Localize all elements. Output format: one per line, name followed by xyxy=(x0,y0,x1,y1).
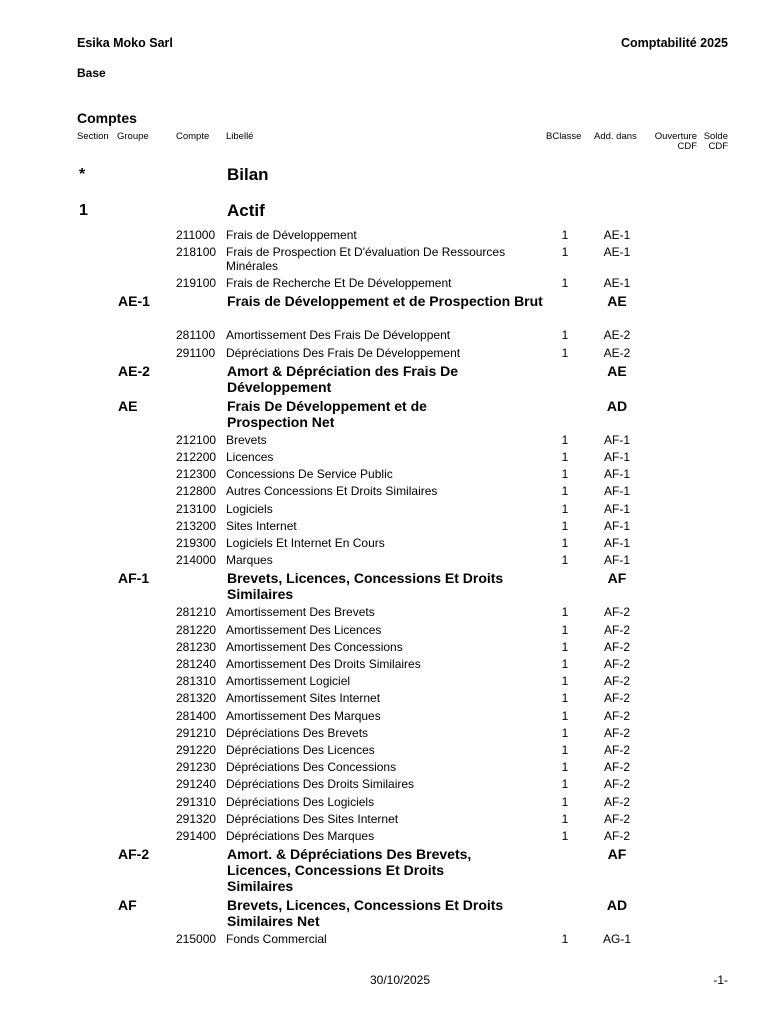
column-header-bclasse: BClasse xyxy=(546,131,582,142)
account-bclasse: 1 xyxy=(561,639,569,654)
group-target: AF xyxy=(607,570,627,587)
account-bclasse: 1 xyxy=(561,622,569,637)
account-number: 281240 xyxy=(176,657,217,671)
account-label: Brevets xyxy=(226,432,267,447)
account-number: 281100 xyxy=(176,328,216,343)
account-add-dans: AF-2 xyxy=(603,811,630,826)
account-number: 281230 xyxy=(176,639,217,654)
account-add-dans: AF-2 xyxy=(603,794,630,809)
account-number: 291230 xyxy=(176,760,217,775)
account-number: 214000 xyxy=(176,553,217,568)
account-label: Concessions De Service Public xyxy=(226,467,393,482)
column-header-solde-line1: Solde xyxy=(703,131,728,142)
section-heading: Comptes xyxy=(77,110,137,126)
account-add-dans: AF-1 xyxy=(603,553,630,568)
account-bclasse: 1 xyxy=(561,932,569,947)
account-number: 212100 xyxy=(176,432,217,447)
account-label: Amortissement Des Licences xyxy=(226,622,382,637)
column-header-section: Section xyxy=(77,131,109,142)
account-number: 291310 xyxy=(176,794,217,809)
account-add-dans: AF-1 xyxy=(603,432,630,447)
account-label: Dépréciations Des Logiciels xyxy=(226,794,375,809)
base-label: Base xyxy=(77,66,106,80)
account-number: 291210 xyxy=(176,725,217,740)
account-number: 281320 xyxy=(176,691,217,706)
account-number: 291240 xyxy=(176,777,217,792)
account-bclasse: 1 xyxy=(561,450,569,464)
account-bclasse: 1 xyxy=(561,760,569,775)
column-header-libelle: Libellé xyxy=(226,131,254,142)
account-bclasse: 1 xyxy=(561,674,569,689)
account-label: Dépréciations Des Droits Similaires xyxy=(226,777,415,792)
account-bclasse: 1 xyxy=(561,777,569,792)
account-label: Amortissement Des Concessions xyxy=(226,639,403,654)
account-add-dans: AG-1 xyxy=(602,932,631,947)
account-number: 215000 xyxy=(176,932,217,947)
account-label: Frais de Prospection Et D'évaluation De Ressources Minérales xyxy=(226,245,506,274)
account-label: Dépréciations Des Brevets xyxy=(226,725,369,740)
page-number: -1- xyxy=(713,973,728,987)
account-number: 281220 xyxy=(176,622,217,637)
level-code: * xyxy=(79,166,86,183)
account-label: Amortissement Des Marques xyxy=(226,708,381,723)
account-label: Logiciels xyxy=(226,501,273,516)
account-label: Dépréciations Des Marques xyxy=(226,829,375,843)
group-code: AF xyxy=(118,897,137,914)
account-bclasse: 1 xyxy=(561,794,569,809)
group-title: Amort. & Dépréciations Des Brevets, Licences, Concessions Et Droits Similaires xyxy=(227,846,472,895)
account-bclasse: 1 xyxy=(561,536,569,550)
account-add-dans: AF-2 xyxy=(603,691,630,706)
account-add-dans: AF-1 xyxy=(603,450,630,464)
group-code: AF-1 xyxy=(118,570,150,587)
account-label: Amortissement Des Brevets xyxy=(226,605,375,620)
group-code: AE xyxy=(118,397,138,414)
account-bclasse: 1 xyxy=(561,725,569,740)
group-title: Brevets, Licences, Concessions Et Droits Similaires xyxy=(227,570,504,603)
footer-date: 30/10/2025 xyxy=(369,973,431,987)
account-bclasse: 1 xyxy=(561,484,569,499)
account-bclasse: 1 xyxy=(561,829,569,843)
account-number: 213100 xyxy=(176,501,217,516)
account-add-dans: AF-2 xyxy=(603,743,630,757)
account-add-dans: AF-2 xyxy=(603,674,630,689)
column-header-solde-line2: CDF xyxy=(708,141,728,152)
account-add-dans: AF-1 xyxy=(603,501,630,516)
account-add-dans: AE-1 xyxy=(603,228,631,242)
account-bclasse: 1 xyxy=(561,708,569,723)
account-label: Dépréciations Des Frais De Développement xyxy=(226,345,461,360)
account-add-dans: AE-1 xyxy=(603,245,631,260)
account-bclasse: 1 xyxy=(561,467,569,482)
account-number: 213200 xyxy=(176,518,217,533)
account-bclasse: 1 xyxy=(561,345,569,360)
account-number: 212300 xyxy=(176,467,217,482)
account-add-dans: AF-2 xyxy=(603,725,630,740)
level-title: Actif xyxy=(227,201,265,220)
account-bclasse: 1 xyxy=(561,432,569,447)
account-bclasse: 1 xyxy=(561,501,569,516)
account-add-dans: AF-1 xyxy=(603,536,630,550)
account-label: Fonds Commercial xyxy=(226,932,327,947)
account-bclasse: 1 xyxy=(561,743,569,757)
account-add-dans: AF-2 xyxy=(603,829,630,843)
group-title: Frais De Développement et de Prospection Net xyxy=(227,397,427,430)
account-bclasse: 1 xyxy=(561,276,569,291)
account-bclasse: 1 xyxy=(561,518,569,533)
account-number: 291220 xyxy=(176,743,217,757)
group-target: AE xyxy=(607,293,627,310)
account-bclasse: 1 xyxy=(561,553,569,568)
account-number: 211000 xyxy=(176,228,216,242)
account-add-dans: AF-2 xyxy=(603,605,630,620)
account-number: 281210 xyxy=(176,605,217,620)
account-number: 291100 xyxy=(176,345,216,360)
level-title: Bilan xyxy=(227,165,269,184)
account-number: 212800 xyxy=(176,484,217,499)
account-add-dans: AF-2 xyxy=(603,777,630,792)
account-number: 218100 xyxy=(176,245,217,260)
group-title: Frais de Développement et de Prospection Brut xyxy=(227,293,543,310)
account-label: Amortissement Sites Internet xyxy=(226,691,381,706)
account-label: Logiciels Et Internet En Cours xyxy=(226,536,385,550)
account-number: 212200 xyxy=(176,450,217,464)
account-bclasse: 1 xyxy=(561,811,569,826)
group-code: AE-2 xyxy=(118,362,150,379)
column-header-ouverture-line2: CDF xyxy=(677,141,697,152)
group-target: AD xyxy=(606,397,628,414)
account-label: Licences xyxy=(226,450,274,464)
account-label: Dépréciations Des Concessions xyxy=(226,760,397,775)
account-number: 281400 xyxy=(176,708,217,723)
group-code: AE-1 xyxy=(118,293,150,310)
account-label: Dépréciations Des Sites Internet xyxy=(226,811,399,826)
group-target: AF xyxy=(607,846,627,863)
account-add-dans: AF-1 xyxy=(603,484,630,499)
account-label: Autres Concessions Et Droits Similaires xyxy=(226,484,438,499)
account-label: Dépréciations Des Licences xyxy=(226,743,375,757)
group-title: Amort & Dépréciation des Frais De Développement xyxy=(227,362,459,395)
group-code: AF-2 xyxy=(118,846,150,863)
account-number: 219100 xyxy=(176,276,217,291)
account-number: 291400 xyxy=(176,829,217,843)
account-add-dans: AE-1 xyxy=(603,276,631,291)
account-bclasse: 1 xyxy=(561,245,569,260)
column-header-add-dans: Add. dans xyxy=(594,131,637,142)
level-code: 1 xyxy=(79,202,88,219)
column-header-ouverture-line1: Ouverture xyxy=(654,131,697,142)
account-bclasse: 1 xyxy=(561,657,569,671)
account-bclasse: 1 xyxy=(561,328,569,343)
account-add-dans: AF-2 xyxy=(603,657,630,671)
account-add-dans: AF-1 xyxy=(603,467,630,482)
column-header-compte: Compte xyxy=(176,131,210,142)
account-add-dans: AE-2 xyxy=(603,328,631,343)
account-add-dans: AF-2 xyxy=(603,708,630,723)
account-bclasse: 1 xyxy=(561,691,569,706)
document-title: Comptabilité 2025 xyxy=(621,36,728,50)
account-label: Frais de Développement xyxy=(226,228,357,242)
account-bclasse: 1 xyxy=(561,605,569,620)
account-label: Marques xyxy=(226,553,273,568)
column-header-groupe: Groupe xyxy=(117,131,149,142)
account-label: Amortissement Des Droits Similaires xyxy=(226,657,421,671)
group-target: AD xyxy=(606,897,628,914)
account-label: Sites Internet xyxy=(226,518,297,533)
account-add-dans: AF-2 xyxy=(603,760,630,775)
company-name: Esika Moko Sarl xyxy=(77,36,173,50)
account-label: Amortissement Logiciel xyxy=(226,674,351,689)
account-label: Amortissement Des Frais De Développent xyxy=(226,328,451,343)
account-label: Frais de Recherche Et De Développement xyxy=(226,276,452,291)
group-title: Brevets, Licences, Concessions Et Droits Similaires Net xyxy=(227,897,504,930)
group-target: AE xyxy=(607,362,627,379)
account-bclasse: 1 xyxy=(561,228,569,242)
account-add-dans: AE-2 xyxy=(603,345,631,360)
account-number: 281310 xyxy=(176,674,217,689)
account-add-dans: AF-2 xyxy=(603,622,630,637)
account-add-dans: AF-1 xyxy=(603,518,630,533)
account-number: 219300 xyxy=(176,536,217,550)
account-number: 291320 xyxy=(176,811,217,826)
account-add-dans: AF-2 xyxy=(603,639,630,654)
